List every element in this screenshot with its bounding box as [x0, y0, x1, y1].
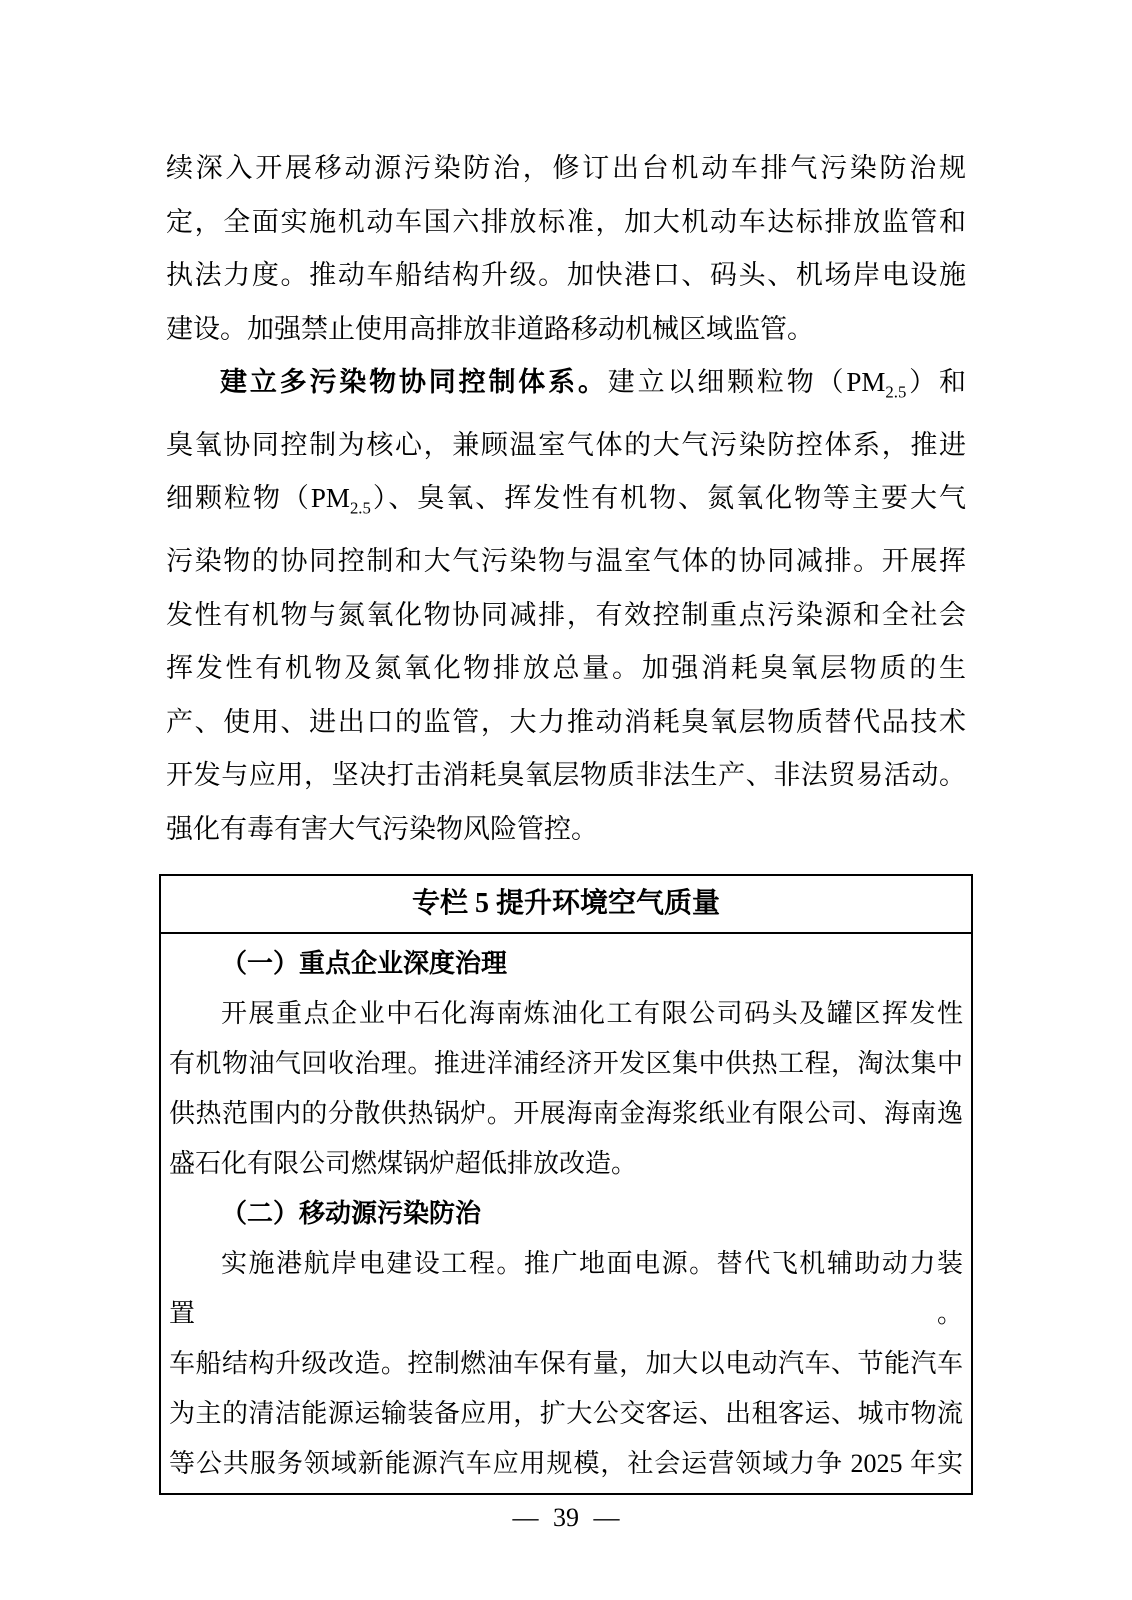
- box-line: 车船结构升级改造。控制燃油车保有量，加大以电动汽车、节能汽车: [169, 1349, 963, 1379]
- box-section-mobile-sources: [169, 1189, 963, 1489]
- box-title: 专栏 5 提升环境空气质量: [161, 876, 971, 934]
- body-line: [166, 356, 966, 419]
- column-5-box: [159, 874, 973, 1495]
- paragraph-mobile-source-control: [166, 142, 966, 356]
- body-line: 开发与应用，坚决打击消耗臭氧层物质非法生产、非法贸易活动。: [166, 760, 966, 791]
- body-line: 挥发性有机物及氮氧化物排放总量。加强消耗臭氧层物质的生: [166, 653, 966, 684]
- body-line: 建设。加强禁止使用高排放非道路移动机械区域监管。: [166, 313, 814, 344]
- body-text-segment: ）、臭氧、挥发性有机物、氮氧化物等主要大气: [370, 483, 966, 514]
- pm25-subscript: 2.5: [349, 498, 371, 518]
- paragraph-lead-bold: 建立多污染物协同控制体系。: [220, 367, 608, 397]
- box-line: 等公共服务领域新能源汽车应用规模，社会运营领域力争 2025 年实: [169, 1449, 963, 1479]
- body-line: [166, 472, 966, 535]
- body-text-segment: 建立以细颗粒物（PM: [607, 367, 886, 397]
- body-line: 定，全面实施机动车国六排放标准，加大机动车达标排放监管和: [166, 206, 966, 237]
- body-line: 续深入开展移动源污染防治，修订出台机动车排气污染防治规: [166, 153, 966, 183]
- body-line: 产、使用、进出口的监管，大力推动消耗臭氧层物质替代品技术: [166, 706, 966, 737]
- body-line: 执法力度。推动车船结构升级。加快港口、码头、机场岸电设施: [166, 260, 966, 290]
- body-text: [166, 142, 966, 856]
- box-section-heading: （二）移动源污染防治: [221, 1199, 482, 1229]
- body-line: 发性有机物与氮氧化物协同减排，有效控制重点污染源和全社会: [166, 599, 966, 630]
- box-body: [161, 934, 971, 1493]
- body-line: 污染物的协同控制和大气污染物与温室气体的协同减排。开展挥: [166, 546, 966, 577]
- paragraph-multi-pollutant-system: [166, 356, 966, 856]
- box-line: 有机物油气回收治理。推进洋浦经济开发区集中供热工程，淘汰集中: [169, 1049, 963, 1079]
- pm25-subscript: 2.5: [885, 382, 907, 402]
- body-line: 臭氧协同控制为核心，兼顾温室气体的大气污染防控体系，推进: [166, 429, 966, 460]
- body-text-segment: ）和: [906, 367, 966, 397]
- box-line: 实施港航岸电建设工程。推广地面电源。替代飞机辅助动力装置。: [169, 1249, 963, 1329]
- box-section-heading: （一）重点企业深度治理: [221, 949, 508, 979]
- page-number: — 39 —: [512, 1503, 620, 1533]
- box-line: 开展重点企业中石化海南炼油化工有限公司码头及罐区挥发性: [221, 999, 963, 1029]
- box-line: 盛石化有限公司燃煤锅炉超低排放改造。: [169, 1149, 638, 1179]
- box-line: 供热范围内的分散供热锅炉。开展海南金海浆纸业有限公司、海南逸: [169, 1099, 963, 1129]
- body-text-segment: 细颗粒物（PM: [166, 483, 350, 514]
- box-line: 为主的清洁能源运输装备应用，扩大公交客运、出租客运、城市物流: [169, 1399, 963, 1429]
- box-section-key-enterprises: [169, 939, 963, 1189]
- body-line: 强化有毒有害大气污染物风险管控。: [166, 813, 598, 844]
